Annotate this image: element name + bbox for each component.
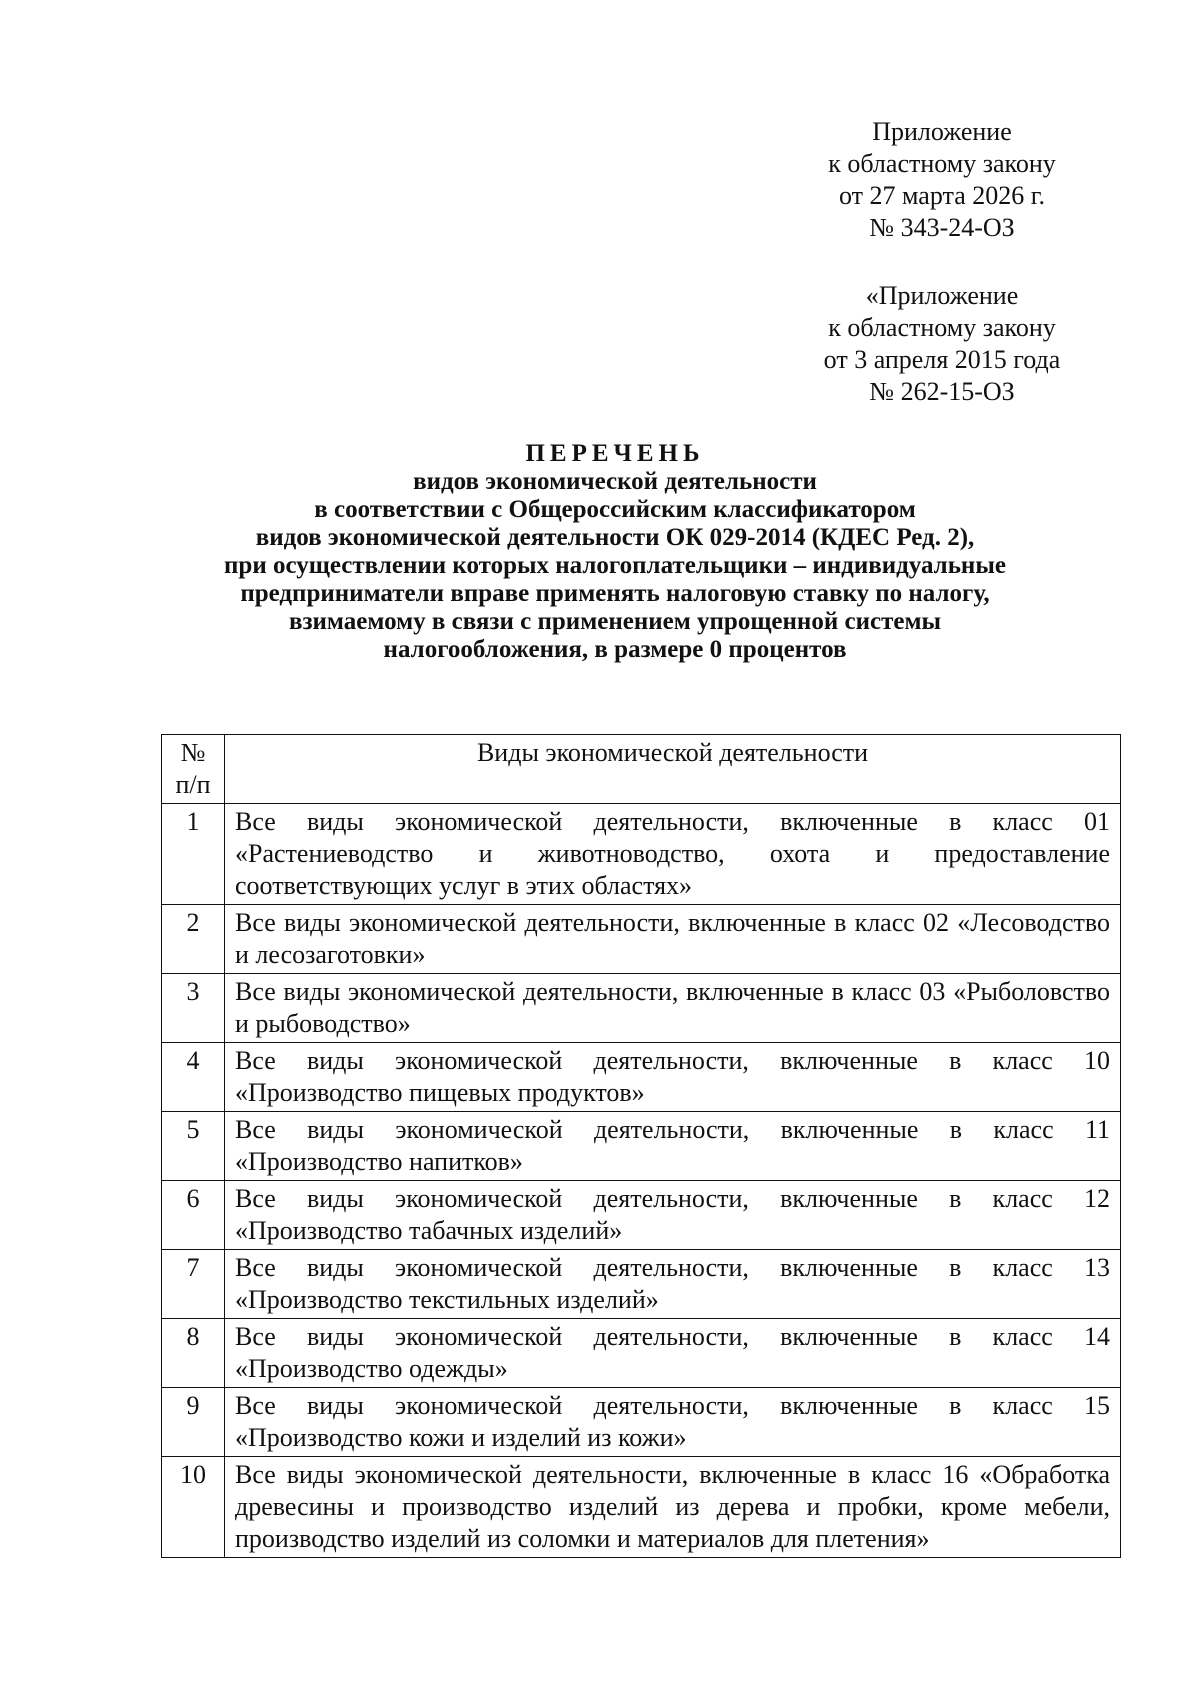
table-row bbox=[162, 1250, 1121, 1319]
title-line: видов экономической деятельности bbox=[413, 468, 817, 495]
table-row bbox=[162, 1043, 1121, 1112]
table-row bbox=[162, 1388, 1121, 1457]
appendix-current-line: к областному закону bbox=[828, 149, 1056, 178]
title-line: при осуществлении которых налогоплательщики – индивидуальные bbox=[224, 552, 1006, 579]
table-row bbox=[162, 905, 1121, 974]
row-number: 2 bbox=[162, 905, 225, 974]
row-activity: Все виды экономической деятельности, включенные в класс 14 «Производство одежды» bbox=[225, 1319, 1121, 1388]
row-activity: Все виды экономической деятельности, включенные в класс 01 «Растениеводство и животноводство, охота и предоставление соответствующих услуг в этих областях» bbox=[225, 804, 1121, 905]
title-line: предприниматели вправе применять налоговую ставку по налогу, bbox=[240, 580, 990, 607]
table-row bbox=[162, 1457, 1121, 1558]
appendix-previous-line: «Приложение bbox=[865, 281, 1019, 310]
appendix-previous-line: к областному закону bbox=[828, 313, 1056, 342]
row-activity: Все виды экономической деятельности, включенные в класс 13 «Производство текстильных изделий» bbox=[225, 1250, 1121, 1319]
header-number-symbol: № bbox=[180, 738, 206, 767]
header-number-abbr: п/п bbox=[175, 770, 211, 799]
row-number: 10 bbox=[162, 1457, 225, 1558]
row-activity: Все виды экономической деятельности, включенные в класс 16 «Обработка древесины и производство изделий из дерева и пробки, кроме мебели, производство изделий из соломки и материалов для плетения» bbox=[225, 1457, 1121, 1558]
row-number: 9 bbox=[162, 1388, 225, 1457]
title-line: налогообложения, в размере 0 процентов bbox=[383, 636, 847, 663]
header-activity-cell: Виды экономической деятельности bbox=[225, 735, 1121, 804]
row-number: 4 bbox=[162, 1043, 225, 1112]
appendix-current-block bbox=[772, 116, 1112, 244]
appendix-current-line: Приложение bbox=[872, 117, 1012, 146]
appendix-current-line: № 343-24-ОЗ bbox=[869, 213, 1015, 242]
row-activity: Все виды экономической деятельности, включенные в класс 15 «Производство кожи и изделий из кожи» bbox=[225, 1388, 1121, 1457]
row-number: 8 bbox=[162, 1319, 225, 1388]
appendix-previous-line: № 262-15-ОЗ bbox=[869, 377, 1015, 406]
appendix-current-line: от 27 марта 2026 г. bbox=[839, 181, 1045, 210]
table-row bbox=[162, 974, 1121, 1043]
row-activity: Все виды экономической деятельности, включенные в класс 12 «Производство табачных изделий» bbox=[225, 1181, 1121, 1250]
row-number: 1 bbox=[162, 804, 225, 905]
row-number: 7 bbox=[162, 1250, 225, 1319]
title-heading: ПЕРЕЧЕНЬ bbox=[525, 440, 705, 467]
appendix-previous-line: от 3 апреля 2015 года bbox=[823, 345, 1061, 374]
row-activity: Все виды экономической деятельности, включенные в класс 03 «Рыболовство и рыбоводство» bbox=[225, 974, 1121, 1043]
table-row bbox=[162, 1112, 1121, 1181]
row-activity: Все виды экономической деятельности, включенные в класс 10 «Производство пищевых продуктов» bbox=[225, 1043, 1121, 1112]
title-line: в соответствии с Общероссийским классификатором bbox=[314, 496, 916, 523]
row-number: 5 bbox=[162, 1112, 225, 1181]
title-line: взимаемому в связи с применением упрощенной системы bbox=[288, 608, 941, 635]
document-title bbox=[140, 440, 1090, 664]
appendix-previous-block bbox=[772, 280, 1112, 408]
table-row bbox=[162, 804, 1121, 905]
title-line: видов экономической деятельности ОК 029-2014 (КДЕС Ред. 2), bbox=[255, 524, 975, 551]
table-header-row bbox=[162, 735, 1121, 804]
row-number: 6 bbox=[162, 1181, 225, 1250]
activities-table bbox=[161, 734, 1121, 1558]
header-number-cell bbox=[162, 735, 225, 804]
row-number: 3 bbox=[162, 974, 225, 1043]
table-row bbox=[162, 1181, 1121, 1250]
row-activity: Все виды экономической деятельности, включенные в класс 11 «Производство напитков» bbox=[225, 1112, 1121, 1181]
table-row bbox=[162, 1319, 1121, 1388]
row-activity: Все виды экономической деятельности, включенные в класс 02 «Лесоводство и лесозаготовки» bbox=[225, 905, 1121, 974]
